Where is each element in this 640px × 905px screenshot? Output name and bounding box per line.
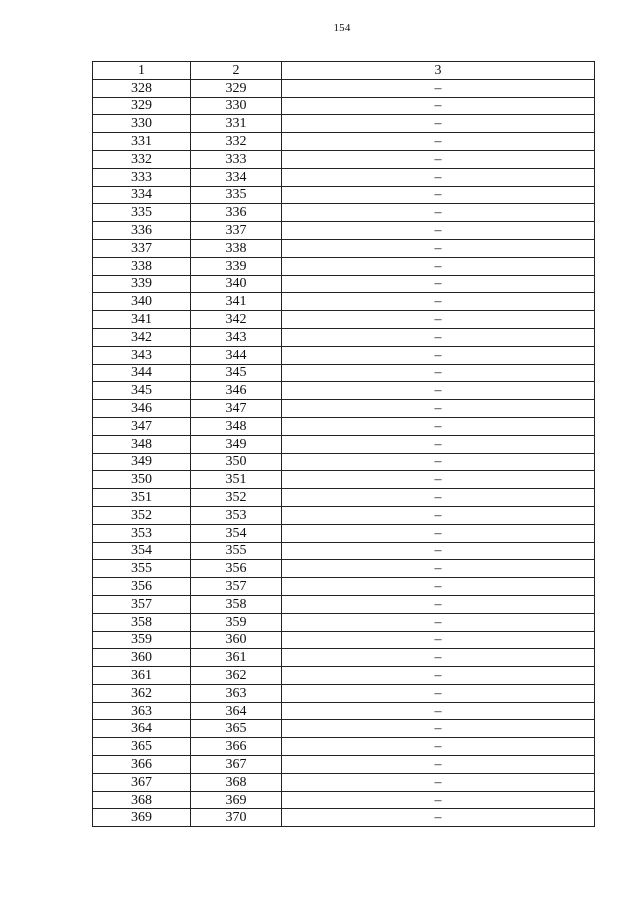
table-row bbox=[93, 560, 595, 578]
table-cell-col-2: 363 bbox=[191, 684, 282, 702]
table-row bbox=[93, 667, 595, 685]
table-cell-col-3: – bbox=[282, 150, 595, 168]
table-body bbox=[93, 79, 595, 826]
table-cell-col-3: – bbox=[282, 649, 595, 667]
table-cell-col-3: – bbox=[282, 506, 595, 524]
table-cell-col-1: 360 bbox=[93, 649, 191, 667]
table-cell-col-3: – bbox=[282, 578, 595, 596]
table-cell-col-2: 329 bbox=[191, 79, 282, 97]
table-cell-col-1: 328 bbox=[93, 79, 191, 97]
table-cell-col-2: 360 bbox=[191, 631, 282, 649]
table-row bbox=[93, 364, 595, 382]
table-cell-col-2: 341 bbox=[191, 293, 282, 311]
table-cell-col-1: 351 bbox=[93, 489, 191, 507]
table-cell-col-3: – bbox=[282, 809, 595, 827]
table-cell-col-3: – bbox=[282, 79, 595, 97]
table-cell-col-2: 370 bbox=[191, 809, 282, 827]
table-cell-col-3: – bbox=[282, 684, 595, 702]
table-row bbox=[93, 328, 595, 346]
table-cell-col-3: – bbox=[282, 204, 595, 222]
table-cell-col-2: 350 bbox=[191, 453, 282, 471]
table-row bbox=[93, 115, 595, 133]
table-cell-col-1: 369 bbox=[93, 809, 191, 827]
table-row bbox=[93, 471, 595, 489]
table-row bbox=[93, 346, 595, 364]
table-cell-col-1: 364 bbox=[93, 720, 191, 738]
table-cell-col-2: 342 bbox=[191, 311, 282, 329]
table-row bbox=[93, 382, 595, 400]
table-cell-col-2: 332 bbox=[191, 133, 282, 151]
table-cell-col-2: 333 bbox=[191, 150, 282, 168]
table-cell-col-1: 346 bbox=[93, 400, 191, 418]
table-cell-col-1: 349 bbox=[93, 453, 191, 471]
table-row bbox=[93, 257, 595, 275]
table-cell-col-1: 363 bbox=[93, 702, 191, 720]
table-cell-col-2: 331 bbox=[191, 115, 282, 133]
table-row bbox=[93, 150, 595, 168]
table-row bbox=[93, 595, 595, 613]
table-cell-col-2: 361 bbox=[191, 649, 282, 667]
table-cell-col-3: – bbox=[282, 613, 595, 631]
table-cell-col-3: – bbox=[282, 400, 595, 418]
table-cell-col-2: 358 bbox=[191, 595, 282, 613]
table-cell-col-1: 362 bbox=[93, 684, 191, 702]
table-cell-col-1: 361 bbox=[93, 667, 191, 685]
table-cell-col-3: – bbox=[282, 168, 595, 186]
table-cell-col-1: 330 bbox=[93, 115, 191, 133]
table-cell-col-2: 351 bbox=[191, 471, 282, 489]
table-cell-col-3: – bbox=[282, 293, 595, 311]
table-cell-col-3: – bbox=[282, 257, 595, 275]
table-cell-col-2: 344 bbox=[191, 346, 282, 364]
table-cell-col-3: – bbox=[282, 346, 595, 364]
table-row bbox=[93, 489, 595, 507]
table-cell-col-1: 331 bbox=[93, 133, 191, 151]
table-cell-col-2: 364 bbox=[191, 702, 282, 720]
table-cell-col-1: 347 bbox=[93, 417, 191, 435]
table-cell-col-2: 349 bbox=[191, 435, 282, 453]
table-cell-col-1: 339 bbox=[93, 275, 191, 293]
table-row bbox=[93, 613, 595, 631]
table-cell-col-1: 342 bbox=[93, 328, 191, 346]
table-cell-col-2: 368 bbox=[191, 773, 282, 791]
table-cell-col-1: 343 bbox=[93, 346, 191, 364]
table-cell-col-1: 355 bbox=[93, 560, 191, 578]
table-cell-col-2: 347 bbox=[191, 400, 282, 418]
table-cell-col-3: – bbox=[282, 595, 595, 613]
table-cell-col-3: – bbox=[282, 435, 595, 453]
table-cell-col-1: 337 bbox=[93, 239, 191, 257]
table-cell-col-3: – bbox=[282, 560, 595, 578]
table-row bbox=[93, 542, 595, 560]
table-row bbox=[93, 239, 595, 257]
table-cell-col-2: 367 bbox=[191, 756, 282, 774]
table-row bbox=[93, 791, 595, 809]
table-cell-col-1: 348 bbox=[93, 435, 191, 453]
table-cell-col-3: – bbox=[282, 417, 595, 435]
table-cell-col-3: – bbox=[282, 364, 595, 382]
table-cell-col-1: 336 bbox=[93, 222, 191, 240]
table-cell-col-3: – bbox=[282, 738, 595, 756]
table-row bbox=[93, 204, 595, 222]
table-row bbox=[93, 702, 595, 720]
table-cell-col-3: – bbox=[282, 489, 595, 507]
table-cell-col-2: 348 bbox=[191, 417, 282, 435]
table-cell-col-2: 352 bbox=[191, 489, 282, 507]
table-cell-col-3: – bbox=[282, 311, 595, 329]
table-cell-col-3: – bbox=[282, 542, 595, 560]
table-cell-col-2: 357 bbox=[191, 578, 282, 596]
table-cell-col-1: 359 bbox=[93, 631, 191, 649]
table-cell-col-2: 356 bbox=[191, 560, 282, 578]
table-cell-col-1: 329 bbox=[93, 97, 191, 115]
table-cell-col-1: 354 bbox=[93, 542, 191, 560]
table-cell-col-1: 350 bbox=[93, 471, 191, 489]
table-row bbox=[93, 453, 595, 471]
table-cell-col-3: – bbox=[282, 524, 595, 542]
column-header-2: 2 bbox=[191, 62, 282, 80]
table-row bbox=[93, 631, 595, 649]
table-cell-col-1: 333 bbox=[93, 168, 191, 186]
table-cell-col-2: 336 bbox=[191, 204, 282, 222]
table-cell-col-3: – bbox=[282, 133, 595, 151]
page-number: 154 bbox=[333, 22, 351, 34]
table-cell-col-2: 345 bbox=[191, 364, 282, 382]
table-cell-col-1: 358 bbox=[93, 613, 191, 631]
table-row bbox=[93, 684, 595, 702]
column-header-1: 1 bbox=[93, 62, 191, 80]
table-cell-col-3: – bbox=[282, 222, 595, 240]
table-row bbox=[93, 649, 595, 667]
table-cell-col-3: – bbox=[282, 275, 595, 293]
table-row bbox=[93, 578, 595, 596]
table-cell-col-2: 339 bbox=[191, 257, 282, 275]
table-cell-col-3: – bbox=[282, 382, 595, 400]
table-cell-col-1: 353 bbox=[93, 524, 191, 542]
table-cell-col-2: 355 bbox=[191, 542, 282, 560]
table-cell-col-2: 346 bbox=[191, 382, 282, 400]
table-cell-col-3: – bbox=[282, 328, 595, 346]
table-row bbox=[93, 168, 595, 186]
table-cell-col-3: – bbox=[282, 791, 595, 809]
table-cell-col-1: 368 bbox=[93, 791, 191, 809]
column-header-3: 3 bbox=[282, 62, 595, 80]
table-cell-col-1: 335 bbox=[93, 204, 191, 222]
table-cell-col-1: 332 bbox=[93, 150, 191, 168]
table-cell-col-1: 352 bbox=[93, 506, 191, 524]
table-cell-col-3: – bbox=[282, 720, 595, 738]
table-cell-col-2: 353 bbox=[191, 506, 282, 524]
table-cell-col-1: 340 bbox=[93, 293, 191, 311]
table-cell-col-3: – bbox=[282, 97, 595, 115]
table-cell-col-2: 365 bbox=[191, 720, 282, 738]
table-row bbox=[93, 311, 595, 329]
table-cell-col-1: 367 bbox=[93, 773, 191, 791]
table-cell-col-1: 344 bbox=[93, 364, 191, 382]
table-cell-col-2: 354 bbox=[191, 524, 282, 542]
table-row bbox=[93, 524, 595, 542]
table-row bbox=[93, 773, 595, 791]
table-cell-col-1: 366 bbox=[93, 756, 191, 774]
table-cell-col-1: 341 bbox=[93, 311, 191, 329]
table-cell-col-2: 335 bbox=[191, 186, 282, 204]
table-cell-col-1: 345 bbox=[93, 382, 191, 400]
table-cell-col-3: – bbox=[282, 115, 595, 133]
table-header bbox=[93, 62, 595, 80]
table-cell-col-3: – bbox=[282, 756, 595, 774]
table-cell-col-3: – bbox=[282, 667, 595, 685]
table-row bbox=[93, 186, 595, 204]
table-cell-col-2: 334 bbox=[191, 168, 282, 186]
table-row bbox=[93, 133, 595, 151]
table-cell-col-1: 356 bbox=[93, 578, 191, 596]
table-cell-col-1: 365 bbox=[93, 738, 191, 756]
table-row bbox=[93, 79, 595, 97]
table-cell-col-1: 338 bbox=[93, 257, 191, 275]
header-row bbox=[93, 62, 595, 80]
table-cell-col-2: 338 bbox=[191, 239, 282, 257]
table-row bbox=[93, 809, 595, 827]
table-row bbox=[93, 97, 595, 115]
table-cell-col-2: 337 bbox=[191, 222, 282, 240]
data-table bbox=[92, 61, 595, 827]
table-row bbox=[93, 222, 595, 240]
table-cell-col-2: 330 bbox=[191, 97, 282, 115]
table-cell-col-3: – bbox=[282, 471, 595, 489]
table-cell-col-2: 369 bbox=[191, 791, 282, 809]
table-cell-col-3: – bbox=[282, 631, 595, 649]
table-cell-col-3: – bbox=[282, 773, 595, 791]
table-cell-col-2: 340 bbox=[191, 275, 282, 293]
table-cell-col-3: – bbox=[282, 702, 595, 720]
table-cell-col-1: 357 bbox=[93, 595, 191, 613]
table-cell-col-2: 366 bbox=[191, 738, 282, 756]
table-cell-col-3: – bbox=[282, 453, 595, 471]
table-cell-col-2: 359 bbox=[191, 613, 282, 631]
table-row bbox=[93, 756, 595, 774]
table-cell-col-2: 343 bbox=[191, 328, 282, 346]
table-row bbox=[93, 293, 595, 311]
table-row bbox=[93, 435, 595, 453]
table-row bbox=[93, 417, 595, 435]
table-row bbox=[93, 738, 595, 756]
table-cell-col-3: – bbox=[282, 239, 595, 257]
table-cell-col-1: 334 bbox=[93, 186, 191, 204]
table-row bbox=[93, 506, 595, 524]
table-row bbox=[93, 400, 595, 418]
table-cell-col-3: – bbox=[282, 186, 595, 204]
table-row bbox=[93, 720, 595, 738]
table-row bbox=[93, 275, 595, 293]
table-cell-col-2: 362 bbox=[191, 667, 282, 685]
